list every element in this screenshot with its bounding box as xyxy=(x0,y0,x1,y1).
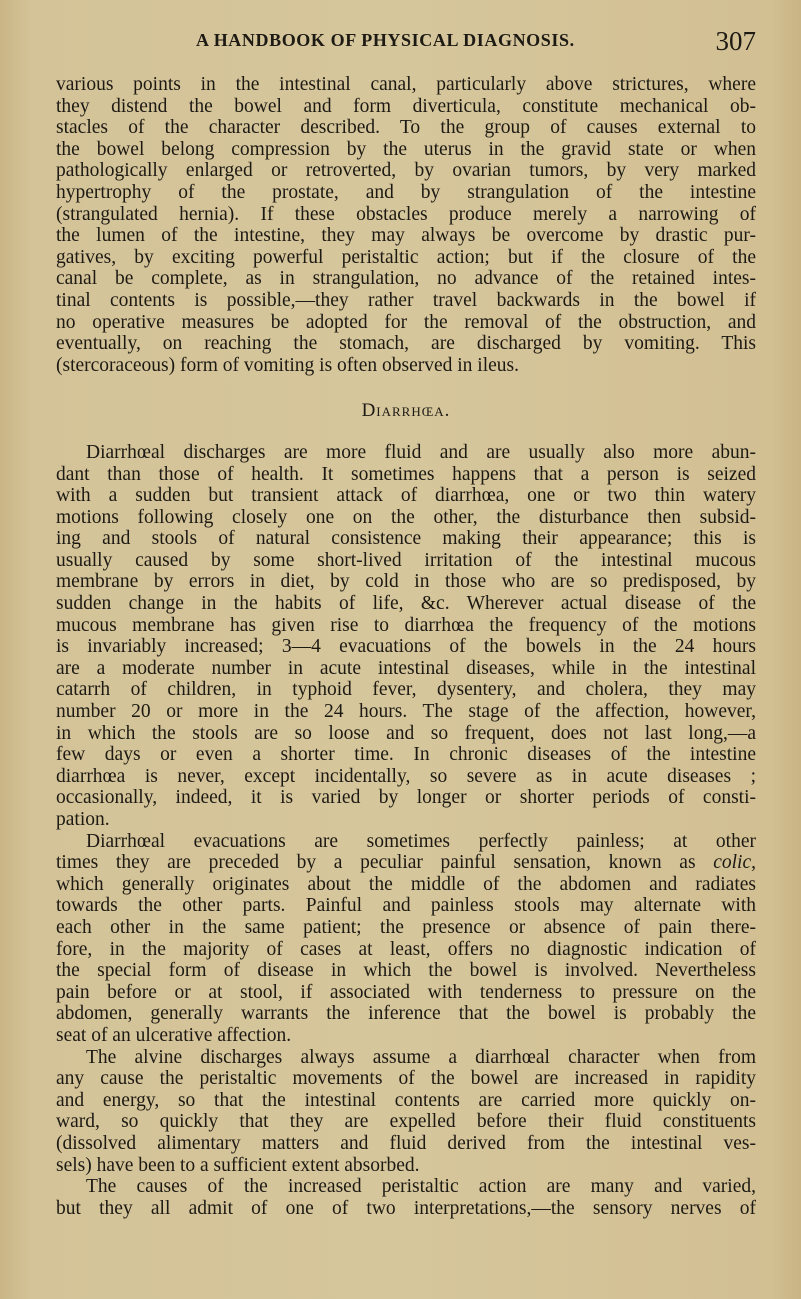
text-line: and energy, so that the intestinal contents are carried more quickly on- xyxy=(56,1089,756,1111)
text-line: mucous membrane has given rise to diarrhœa the frequency of the motions xyxy=(56,614,756,636)
text-line: pation. xyxy=(56,809,110,830)
text-line: but they all admit of one of two interpretations,—the sensory nerves of xyxy=(56,1197,756,1219)
running-title: A HANDBOOK OF PHYSICAL DIAGNOSIS. xyxy=(196,30,575,50)
text-line: towards the other parts. Painful and painless stools may alternate with xyxy=(56,895,756,917)
text-line: dant than those of health. It sometimes happens that a person is seized xyxy=(56,463,756,485)
text-line: which generally originates about the middle of the abdomen and radiates xyxy=(56,873,756,895)
text-line: eventually, on reaching the stomach, are discharged by vomiting. This xyxy=(56,333,756,355)
text-line: hypertrophy of the prostate, and by strangulation of the intestine xyxy=(56,181,756,203)
text-line: is invariably increased; 3—4 evacuations of the bowels in the 24 hours xyxy=(56,636,756,658)
text-line: (stercoraceous) form of vomiting is often observed in ileus. xyxy=(56,354,520,376)
text-line: with a sudden but transient attack of diarrhœa, one or two thin watery xyxy=(56,485,756,507)
text-line: sels) have been to a sufficient extent absorbed. xyxy=(56,1154,420,1176)
italic-term-colic: colic xyxy=(713,852,752,874)
text-line: canal be complete, as in strangulation, no advance of the retained intes- xyxy=(56,268,756,290)
paragraph-4 xyxy=(56,1047,756,1177)
text-line: abdomen, generally warrants the inference that the bowel is probably the xyxy=(56,1003,756,1025)
paragraph-1 xyxy=(56,74,756,376)
text-line: usually caused by some short-lived irritation of the intestinal mucous xyxy=(56,549,756,571)
page-number: 307 xyxy=(715,26,756,56)
text-line: Diarrhœal evacuations are sometimes perfectly painless; at other xyxy=(86,830,756,852)
text-line: pain before or at stool, if associated with tenderness to pressure on the xyxy=(56,981,756,1003)
text-line: sudden change in the habits of life, &c. Wherever actual disease of the xyxy=(56,593,756,615)
text-line: Diarrhœal discharges are more fluid and are usually also more abun- xyxy=(86,441,756,463)
text-line: the bowel belong compression by the uterus in the gravid state or when xyxy=(56,138,756,160)
text-line: gatives, by exciting powerful peristaltic action; but if the closure of the xyxy=(56,246,756,268)
text-line: in which the stools are so loose and so frequent, does not last long,—a xyxy=(56,722,756,744)
text-fragment: , xyxy=(751,852,756,874)
text-line: the special form of disease in which the bowel is involved. Nevertheless xyxy=(56,960,756,982)
text-fragment: times they are preceded by a peculiar painful sensation, known as xyxy=(56,852,714,874)
text-line: ward, so quickly that they are expelled before their fluid constituents xyxy=(56,1111,756,1133)
text-line: The causes of the increased peristaltic action are many and varied, xyxy=(86,1176,756,1198)
running-head xyxy=(56,26,756,56)
paragraph-2 xyxy=(56,442,756,831)
text-line: are a moderate number in acute intestinal diseases, while in the intestinal xyxy=(56,657,756,679)
text-line: tinal contents is possible,—they rather travel backwards in the bowel if xyxy=(56,289,756,311)
body-text xyxy=(56,74,756,1219)
text-line: few days or even a shorter time. In chronic diseases of the intestine xyxy=(56,744,756,766)
text-line: each other in the same patient; the presence or absence of pain there- xyxy=(56,916,756,938)
text-line: various points in the intestinal canal, particularly above strictures, where xyxy=(56,74,756,95)
text-line: they distend the bowel and form diverticula, constitute mechanical ob- xyxy=(56,95,756,117)
text-line: membrane by errors in diet, by cold in those who are so predisposed, by xyxy=(56,571,756,593)
text-line: number 20 or more in the 24 hours. The stage of the affection, however, xyxy=(56,701,756,723)
text-line: fore, in the majority of cases at least, offers no diagnostic indication of xyxy=(56,938,756,960)
text-line: seat of an ulcerative affection. xyxy=(56,1024,292,1046)
text-line: no operative measures be adopted for the removal of the obstruction, and xyxy=(56,311,756,333)
paragraph-5 xyxy=(56,1176,756,1219)
text-line: ing and stools of natural consistence making their appearance; this is xyxy=(56,528,756,550)
text-line: The alvine discharges always assume a diarrhœal character when from xyxy=(86,1046,756,1068)
text-line: pathologically enlarged or retroverted, by ovarian tumors, by very marked xyxy=(56,160,756,182)
section-heading: Diarrhœa. xyxy=(361,400,451,422)
text-line: occasionally, indeed, it is varied by longer or shorter periods of consti- xyxy=(56,787,756,809)
text-line: (dissolved alimentary matters and fluid derived from the intestinal ves- xyxy=(56,1132,756,1154)
text-line: stacles of the character described. To the group of causes external to xyxy=(56,117,756,139)
text-line: any cause the peristaltic movements of the bowel are increased in rapidity xyxy=(56,1068,756,1090)
text-line: (strangulated hernia). If these obstacles produce merely a narrowing of xyxy=(56,203,756,225)
text-line: diarrhœa is never, except incidentally, so severe as in acute diseases ; xyxy=(56,765,756,787)
paragraph-3 xyxy=(56,831,756,1047)
text-line: catarrh of children, in typhoid fever, dysentery, and cholera, they may xyxy=(56,679,756,701)
text-line: motions following closely one on the other, the disturbance then subsid- xyxy=(56,506,756,528)
text-line xyxy=(56,852,756,874)
text-line: the lumen of the intestine, they may always be overcome by drastic pur- xyxy=(56,225,756,247)
